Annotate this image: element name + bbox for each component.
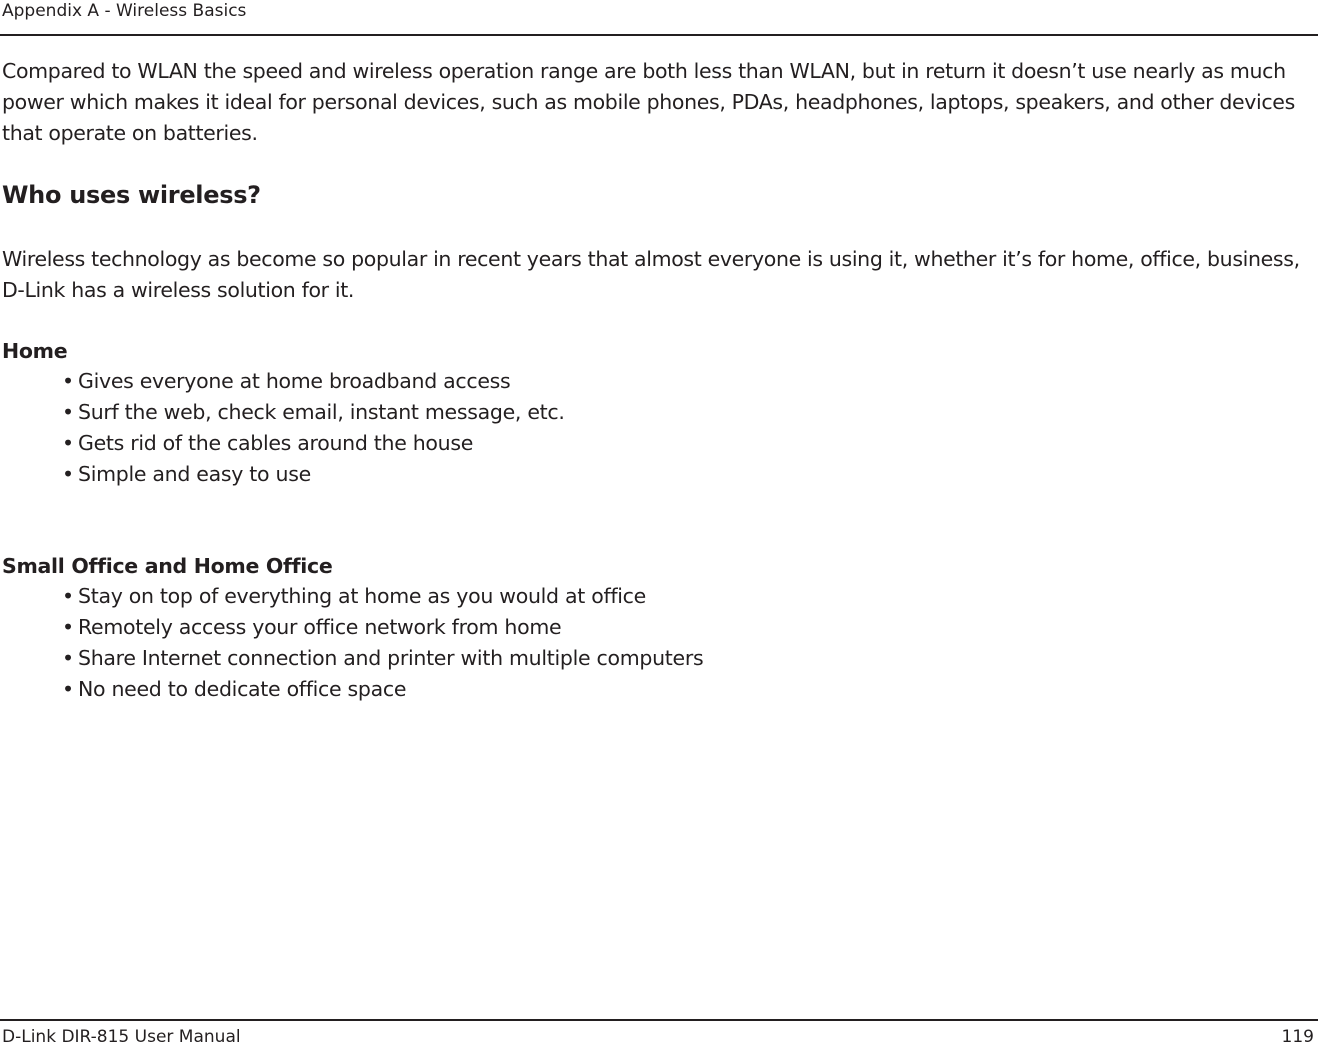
list-item xyxy=(62,459,565,490)
list-item-text: Share Internet connection and printer with multiple computers xyxy=(78,646,704,670)
footer-divider xyxy=(0,1019,1318,1021)
bullet-icon: • xyxy=(62,369,74,393)
list-item-text: Surf the web, check email, instant message, etc. xyxy=(78,400,565,424)
list-item xyxy=(62,397,565,428)
list-item xyxy=(62,428,565,459)
bullet-icon: • xyxy=(62,584,74,608)
list-item-text: Remotely access your office network from home xyxy=(78,615,562,639)
who-uses-paragraph: Wireless technology as become so popular in recent years that almost everyone is using it, whether it’s for home, office, business, D-Link has a wireless solution for it. xyxy=(2,247,1300,302)
list-item-text: No need to dedicate office space xyxy=(78,677,407,701)
section-heading-who-uses-wireless: Who uses wireless? xyxy=(2,181,261,209)
list-item-text: Gets rid of the cables around the house xyxy=(78,431,474,455)
list-item xyxy=(62,612,703,643)
intro-paragraph: Compared to WLAN the speed and wireless operation range are both less than WLAN, but in return it doesn’t use nearly as much power which makes it ideal for personal devices, such as mobile phones, PDAs, headphones, laptops, speakers, and other devices that operate on batteries. xyxy=(2,59,1295,145)
header-divider xyxy=(0,34,1318,36)
bullet-icon: • xyxy=(62,462,74,486)
bullet-icon: • xyxy=(62,646,74,670)
small-office-heading: Small Office and Home Office xyxy=(2,554,333,578)
bullet-icon: • xyxy=(62,431,74,455)
bullet-icon: • xyxy=(62,400,74,424)
list-item-text: Simple and easy to use xyxy=(78,462,311,486)
footer-page-number: 119 xyxy=(1281,1027,1314,1047)
list-item xyxy=(62,581,703,612)
page-header-title: Appendix A - Wireless Basics xyxy=(2,1,247,21)
list-item-text: Stay on top of everything at home as you would at office xyxy=(78,584,646,608)
bullet-icon: • xyxy=(62,615,74,639)
footer-manual-title: D-Link DIR-815 User Manual xyxy=(2,1027,241,1047)
list-item xyxy=(62,366,565,397)
bullet-icon: • xyxy=(62,677,74,701)
list-item xyxy=(62,674,703,705)
small-office-bullet-list xyxy=(62,581,703,705)
home-bullet-list xyxy=(62,366,565,490)
home-heading: Home xyxy=(2,339,68,363)
list-item xyxy=(62,643,703,674)
list-item-text: Gives everyone at home broadband access xyxy=(78,369,511,393)
